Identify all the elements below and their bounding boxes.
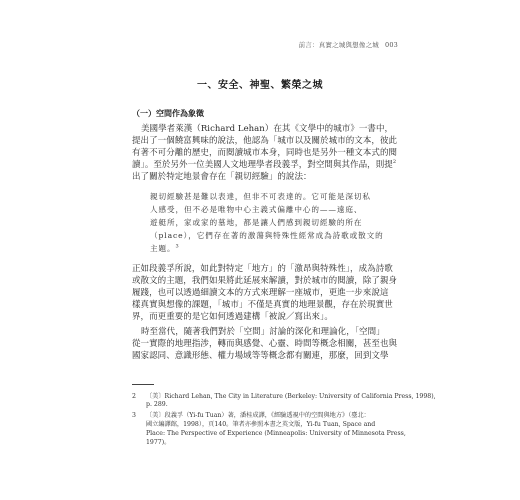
footnote-2-number: 2 <box>132 393 136 400</box>
running-title: 前言：真實之城與想像之城 <box>298 41 379 49</box>
paragraph-1-line: 提出了一個饒富興味的說法，他認為「城市以及關於城市的文本，彼此 <box>132 136 398 146</box>
footnote-3 <box>132 412 370 420</box>
block-quote-line: 親切經驗甚是難以表達，但非不可表達的。它可能是深切私 <box>150 192 371 201</box>
paragraph-3-line: 國家認同、意識形態、權力場域等等概念都有關連，那麼，回到文學 <box>132 351 389 361</box>
footnote-ref-2: 2 <box>392 159 397 166</box>
paragraph-2-line: 樣真實與想像的課題，「城市」不僅是真實的地理景觀，存在於現實世 <box>132 300 393 310</box>
footnote-2 <box>132 393 436 401</box>
block-quote-line: 遊艇所，家或家的墓地，都是讓人們感到親切經驗的所在 <box>150 218 363 227</box>
footnote-divider <box>132 384 154 385</box>
footnote-3-text: 〔美〕段義孚（Yi-fu Tuan）著，潘桂成譯，《經驗透視中的空間與地方》（臺北： <box>146 412 370 419</box>
footnote-2-continuation: p. 289. <box>146 401 168 408</box>
section-title: 一、安全、神聖、繁榮之城 <box>197 80 323 91</box>
paragraph-2-line: 或散文的主題，我們如果將此延展來解讀，對於城市的閱讀，除了親身 <box>132 276 398 286</box>
footnote-3-continuation: Place: The Perspective of Experience (Minneapolis: University of Minnesota Press, <box>146 430 406 437</box>
block-quote-line: （place），它們存在著的激蕩與特殊性經常成為詩歌或散文的 <box>150 231 384 240</box>
paragraph-1-line: 美國學者萊漢（Richard Lehan）在其《文學中的城市》一書中， <box>141 124 394 134</box>
footnote-3-continuation: 國立編譯館，1998），頁140。筆者亦參照本書之英文版，Yi-fu Tuan, Space and <box>146 421 376 428</box>
paragraph-2-line: 正如段義孚所說，如此對特定「地方」的「激昂與特殊性」，成為詩歌 <box>132 264 393 274</box>
paragraph-1-line-with-note <box>132 160 396 171</box>
paragraph-3-line: 時至當代，隨著我們對於「空間」討論的深化和理論化，「空間」 <box>141 327 385 337</box>
paragraph-1-line: 出了關於特定地景會存在「親切經驗」的說法： <box>132 172 312 182</box>
running-header <box>0 40 398 49</box>
block-quote-line-with-note <box>150 244 180 254</box>
paragraph-1-text: 讀」。至於另外一位美國人文地理學者段義孚，對空間與其作品，則提 <box>132 160 393 170</box>
paragraph-1-line: 有著不可分離的歷史，而閱讀城市本身，同時也是另外一種文本式的閱 <box>132 148 398 158</box>
page-number: 003 <box>384 41 398 49</box>
paragraph-2-line: 履踐，也可以透過細讀文本的方式來理解一座城市，更進一步來說這 <box>132 288 389 298</box>
footnote-3-number: 3 <box>132 412 136 419</box>
footnote-ref-3: 3 <box>175 243 180 250</box>
paragraph-2-line: 界，而更重要的是它如何透過建構「被說／寫出來」。 <box>132 312 333 322</box>
footnote-2-text: 〔美〕Richard Lehan, The City in Literature (Berkeley: University of California Press, 1998), <box>146 393 436 400</box>
footnote-3-continuation: 1977)。 <box>146 439 171 446</box>
subsection-title: （一）空間作為象徵 <box>132 109 204 118</box>
block-quote-text: 主題。 <box>150 244 176 253</box>
block-quote-line: 人感受，但不必是唯物中心主義式偏離中心的——遠庭、 <box>150 205 363 214</box>
paragraph-3-line: 從一實際的地理指涉，轉而與感覺、心靈、時間等概念相關，甚至也與 <box>132 339 398 349</box>
